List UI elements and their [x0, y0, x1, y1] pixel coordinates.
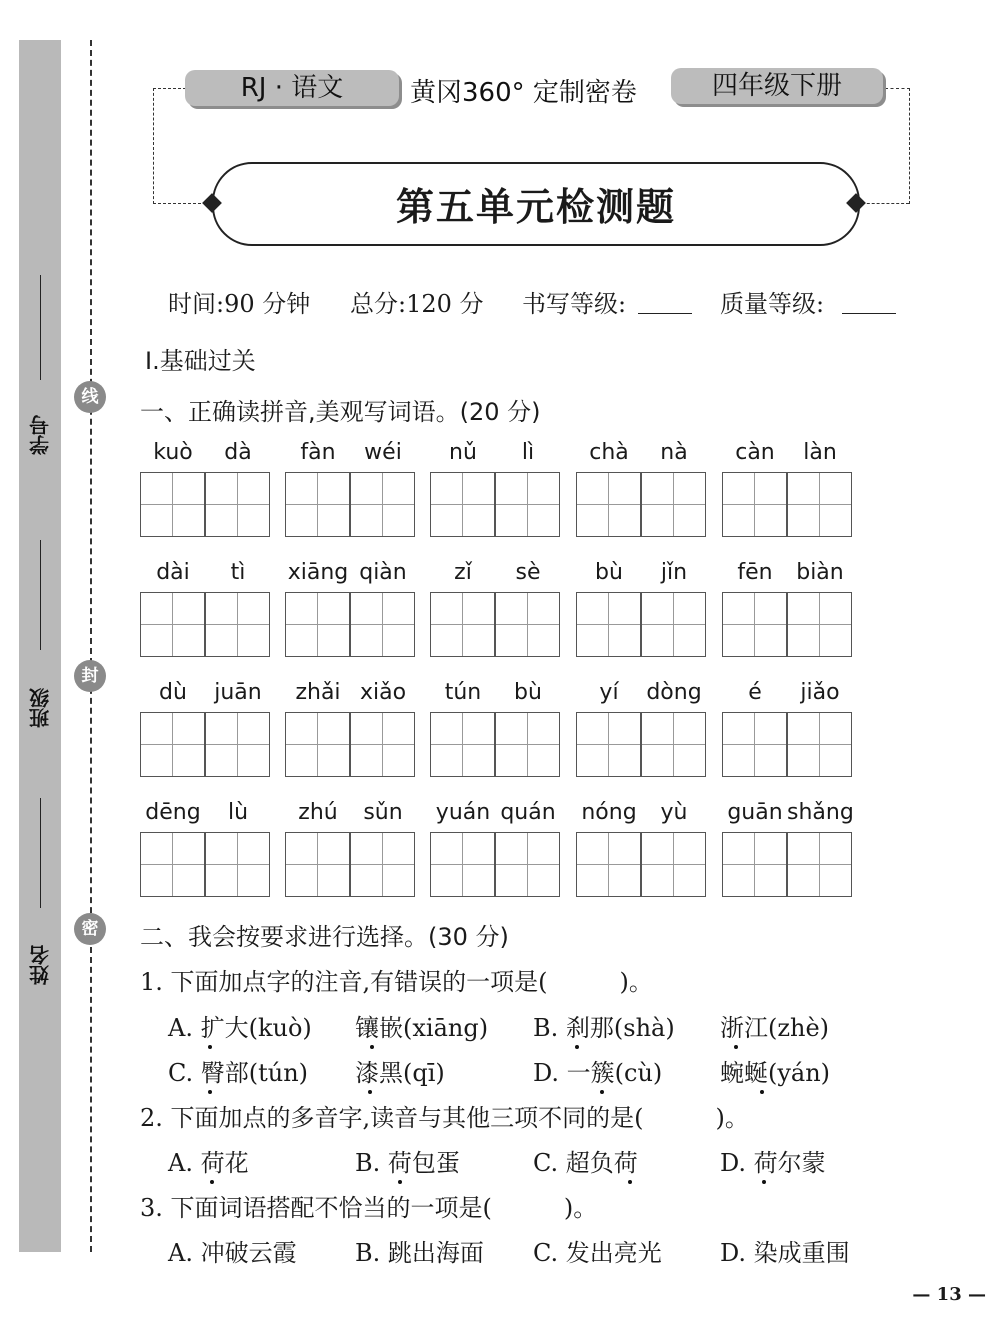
- writing-box[interactable]: [495, 712, 560, 777]
- writing-box[interactable]: [350, 592, 415, 657]
- grade-pill: 四年级下册: [671, 68, 883, 104]
- q2-1-option[interactable]: 镶嵌(xiāng): [355, 1014, 489, 1042]
- q2-2-option[interactable]: C. 超负荷: [533, 1149, 638, 1177]
- pinyin-label: biàn: [796, 560, 844, 585]
- writing-box[interactable]: [285, 472, 350, 537]
- writing-box[interactable]: [576, 832, 641, 897]
- q2-1-option[interactable]: D. 一簇(cù): [533, 1059, 663, 1087]
- page-number: — 13 —: [912, 1284, 986, 1305]
- q2-1-stem: 1. 下面加点字的注音,有错误的一项是( )。: [140, 968, 653, 996]
- pinyin-label: zhǎi: [295, 680, 341, 705]
- q2-1-option[interactable]: C. 臀部(tún): [168, 1059, 309, 1087]
- writing-box[interactable]: [205, 712, 270, 777]
- q2-1-option[interactable]: B. 刹那(shà): [533, 1014, 675, 1042]
- writing-box[interactable]: [205, 592, 270, 657]
- student-id-label: 学号: [28, 415, 53, 455]
- writing-box[interactable]: [140, 592, 205, 657]
- writing-box[interactable]: [576, 592, 641, 657]
- q2-1-option[interactable]: 浙江(zhè): [720, 1014, 830, 1042]
- writing-box[interactable]: [430, 592, 495, 657]
- writing-box[interactable]: [641, 592, 706, 657]
- emphasis-dot: [368, 1090, 372, 1094]
- pinyin-label: nǔ: [449, 440, 477, 465]
- writing-box[interactable]: [787, 592, 852, 657]
- writing-box[interactable]: [350, 712, 415, 777]
- writing-grade-label: 书写等级:: [522, 290, 627, 318]
- class-line: [40, 540, 41, 650]
- writing-box[interactable]: [576, 472, 641, 537]
- writing-box[interactable]: [285, 712, 350, 777]
- emphasis-dot: [600, 1090, 604, 1094]
- pinyin-label: dòng: [646, 680, 702, 705]
- emphasis-dot: [734, 1045, 738, 1049]
- name-line: [40, 798, 41, 908]
- pinyin-label: xiǎo: [359, 680, 407, 705]
- pinyin-label: chà: [589, 440, 629, 465]
- header-bracket-left: [153, 88, 186, 204]
- pinyin-label: guān: [727, 800, 783, 825]
- q2-1-option[interactable]: A. 扩大(kuò): [168, 1014, 312, 1042]
- pinyin-label: qiàn: [359, 560, 407, 585]
- q2-1-option[interactable]: 漆黑(qī): [355, 1059, 445, 1087]
- pinyin-label: tún: [444, 680, 482, 705]
- pinyin-label: lù: [227, 800, 249, 825]
- pinyin-label: zǐ: [454, 560, 472, 585]
- writing-box[interactable]: [140, 472, 205, 537]
- writing-box[interactable]: [722, 832, 787, 897]
- pinyin-label: dēng: [145, 800, 201, 825]
- emphasis-dot: [208, 1045, 212, 1049]
- emphasis-dot: [628, 1180, 632, 1184]
- pinyin-label: yí: [599, 680, 619, 705]
- pinyin-label: xiāng: [287, 560, 349, 585]
- pinyin-label: bù: [514, 680, 542, 705]
- writing-box[interactable]: [495, 592, 560, 657]
- pinyin-label: fēn: [737, 560, 773, 585]
- pinyin-label: dà: [224, 440, 252, 465]
- pinyin-label: yù: [660, 800, 688, 825]
- section-heading: Ⅰ.基础过关: [145, 347, 256, 375]
- q2-2-option[interactable]: D. 荷尔蒙: [720, 1149, 826, 1177]
- emphasis-dot: [762, 1180, 766, 1184]
- pinyin-label: juān: [214, 680, 262, 705]
- pinyin-label: fàn: [300, 440, 336, 465]
- emphasis-dot: [398, 1180, 402, 1184]
- writing-box[interactable]: [140, 712, 205, 777]
- seal-mi-mark: 密: [74, 913, 106, 945]
- brand-title: 黄冈360° 定制密卷: [410, 78, 637, 108]
- q2-2-option[interactable]: A. 荷花: [168, 1149, 249, 1177]
- writing-box[interactable]: [430, 832, 495, 897]
- writing-box[interactable]: [495, 832, 560, 897]
- quality-grade-blank[interactable]: [842, 313, 896, 314]
- q2-2-stem: 2. 下面加点的多音字,读音与其他三项不同的是( )。: [140, 1104, 749, 1132]
- cut-line: [90, 40, 92, 1252]
- pinyin-label: kuò: [153, 440, 193, 465]
- emphasis-dot: [575, 1045, 579, 1049]
- q2-3-option[interactable]: B. 跳出海面: [355, 1239, 484, 1267]
- writing-box[interactable]: [205, 472, 270, 537]
- emphasis-dot: [208, 1090, 212, 1094]
- writing-box[interactable]: [285, 592, 350, 657]
- writing-box[interactable]: [787, 712, 852, 777]
- pinyin-label: zhú: [298, 800, 338, 825]
- writing-box[interactable]: [641, 712, 706, 777]
- q1-title: 一、正确读拼音,美观写词语。(20 分): [140, 398, 541, 426]
- exam-total: 总分:120 分: [350, 290, 484, 318]
- writing-box[interactable]: [641, 832, 706, 897]
- q2-3-option[interactable]: C. 发出亮光: [533, 1239, 662, 1267]
- pinyin-label: nóng: [581, 800, 637, 825]
- seal-seal-mark: 封: [74, 660, 106, 692]
- quality-grade-label: 质量等级:: [720, 290, 825, 318]
- pinyin-label: jiǎo: [800, 680, 840, 705]
- student-id-line: [40, 275, 41, 380]
- pinyin-label: wéi: [364, 440, 402, 465]
- writing-box[interactable]: [576, 712, 641, 777]
- page-title: 第五单元检测题: [395, 184, 676, 229]
- writing-box[interactable]: [787, 832, 852, 897]
- pinyin-label: shǎng: [787, 800, 854, 825]
- pinyin-label: quán: [500, 800, 556, 825]
- pinyin-label: tì: [230, 560, 246, 585]
- writing-box[interactable]: [495, 472, 560, 537]
- q2-2-option[interactable]: B. 荷包蛋: [355, 1149, 460, 1177]
- writing-box[interactable]: [205, 832, 270, 897]
- emphasis-dot: [760, 1090, 764, 1094]
- q2-title: 二、我会按要求进行选择。(30 分): [140, 923, 509, 951]
- writing-box[interactable]: [430, 712, 495, 777]
- pinyin-label: sè: [515, 560, 541, 585]
- pinyin-label: dài: [156, 560, 190, 585]
- pinyin-label: dù: [159, 680, 187, 705]
- pinyin-label: é: [748, 680, 762, 705]
- q2-3-option[interactable]: D. 染成重围: [720, 1239, 850, 1267]
- pinyin-label: jǐn: [660, 560, 688, 585]
- writing-box[interactable]: [430, 472, 495, 537]
- pinyin-label: lì: [521, 440, 535, 465]
- pinyin-label: bù: [595, 560, 623, 585]
- pinyin-label: sǔn: [363, 800, 403, 825]
- pinyin-label: nà: [660, 440, 688, 465]
- subject-pill: RJ · 语文: [185, 70, 399, 106]
- pinyin-label: làn: [803, 440, 837, 465]
- writing-box[interactable]: [641, 472, 706, 537]
- name-label: 姓名: [28, 945, 53, 985]
- writing-grade-blank[interactable]: [638, 313, 692, 314]
- writing-box[interactable]: [285, 832, 350, 897]
- exam-time: 时间:90 分钟: [168, 290, 311, 318]
- emphasis-dot: [370, 1045, 374, 1049]
- writing-box[interactable]: [787, 472, 852, 537]
- seal-line-mark: 线: [74, 381, 106, 413]
- q2-1-option[interactable]: 蜿蜒(yán): [720, 1059, 831, 1087]
- writing-box[interactable]: [350, 832, 415, 897]
- class-label: 班级: [28, 688, 53, 728]
- writing-box[interactable]: [722, 712, 787, 777]
- writing-box[interactable]: [722, 472, 787, 537]
- pinyin-label: yuán: [435, 800, 491, 825]
- writing-box[interactable]: [140, 832, 205, 897]
- writing-box[interactable]: [722, 592, 787, 657]
- q2-3-stem: 3. 下面词语搭配不恰当的一项是( )。: [140, 1194, 598, 1222]
- emphasis-dot: [210, 1180, 214, 1184]
- q2-3-option[interactable]: A. 冲破云霞: [168, 1239, 297, 1267]
- writing-box[interactable]: [350, 472, 415, 537]
- header-bracket-right: [885, 88, 910, 204]
- pinyin-label: càn: [735, 440, 775, 465]
